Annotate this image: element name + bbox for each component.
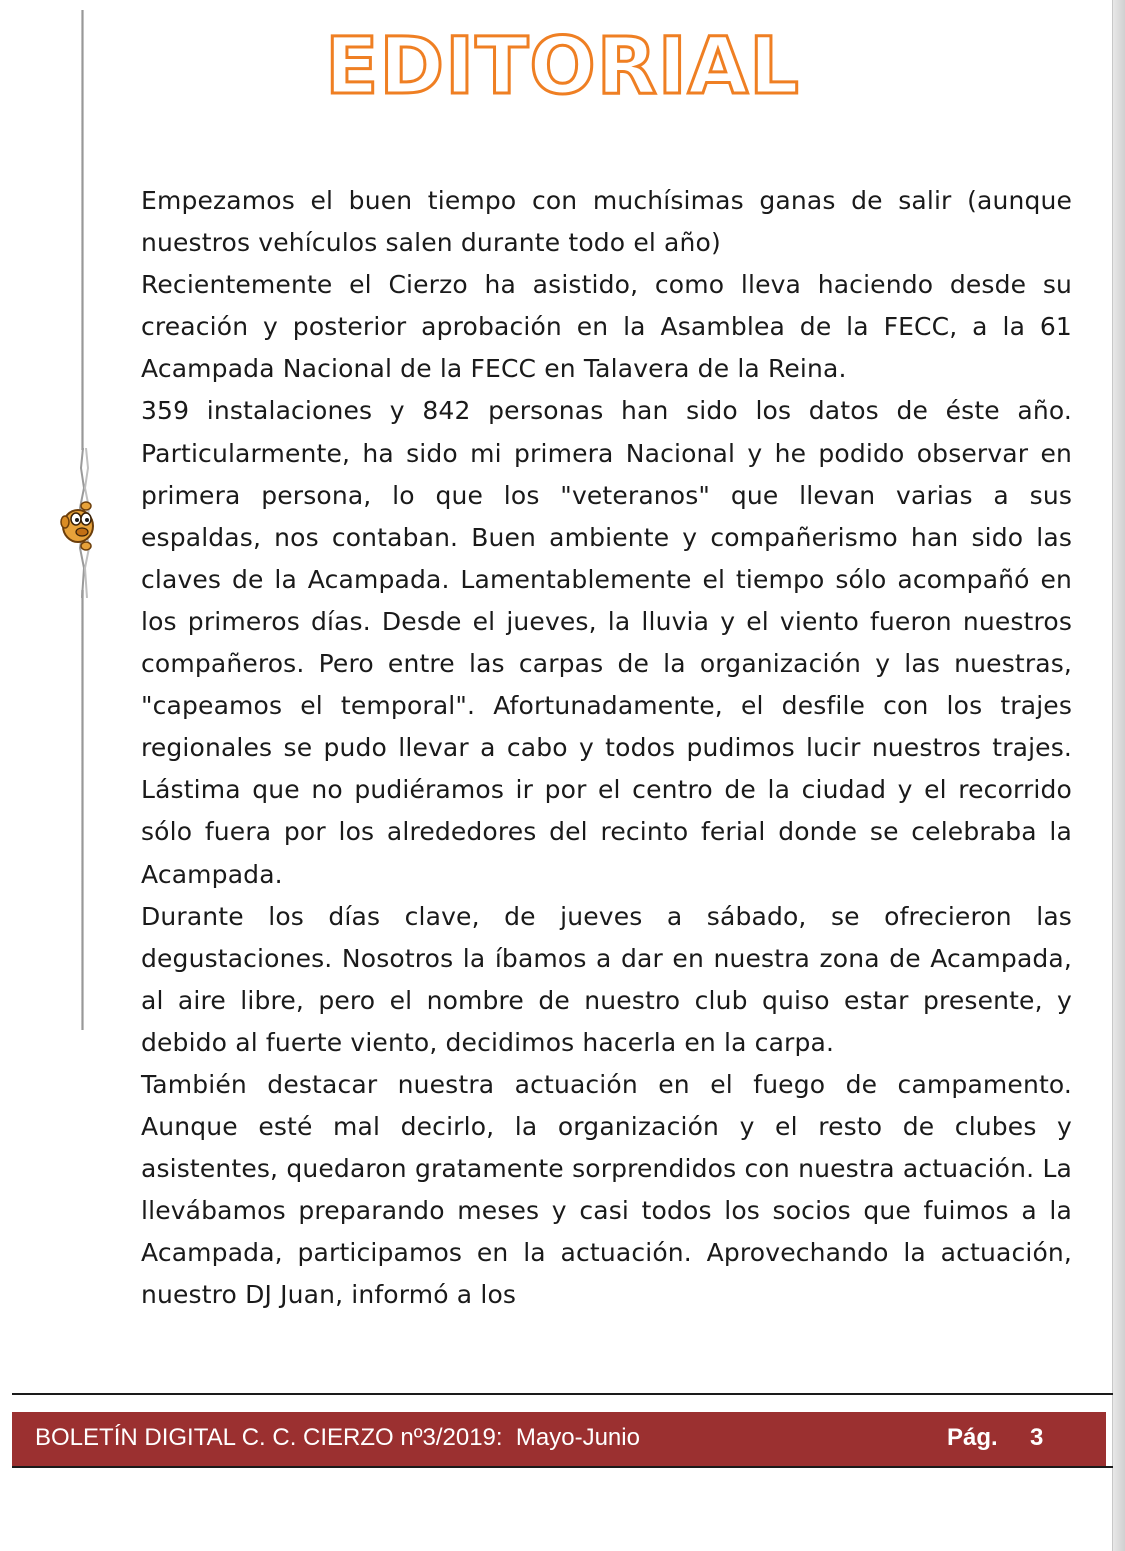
margin-line-bottom: [81, 590, 84, 1030]
page-edge-shadow: [1112, 0, 1125, 1551]
footer-publication: BOLETÍN DIGITAL C. C. CIERZO nº3/2019: Mayo-Junio: [35, 1424, 640, 1451]
article-paragraph: 359 instalaciones y 842 personas han sido los datos de éste año. Particularmente, ha sido mi primera Nacional y he podido observar en primera persona, lo que los "veteranos" que llevan varias a sus espaldas, nos contaban. Buen ambiente y compañerismo han sido las claves de la Acampada. Lamentablemente el tiempo sólo acompañó en los primeros días. Desde el jueves, la lluvia y el viento fueron nuestros compañeros. Pero entre las carpas de la organización y las nuestras, "capeamos el temporal". Afortunadamente, el desfile con los trajes regionales se pudo llevar a cabo y todos pudimos lucir nuestros trajes. Lástima que no pudiéramos ir por el centro de la ciudad y el recorrido sólo fuera por los alrededores del recinto ferial donde se celebraba la Acampada.: [141, 396, 1072, 889]
footer-page-number: 3: [1030, 1424, 1044, 1451]
page-title: EDITORIAL: [325, 22, 800, 112]
footer-page-label: Pág.: [947, 1424, 998, 1451]
peeking-cartoon-icon: [56, 448, 116, 598]
article-body: [141, 180, 1072, 1317]
article-paragraph: Empezamos el buen tiempo con muchísimas ganas de salir (aunque nuestros vehículos salen durante todo el año): [141, 186, 1072, 258]
article-paragraph: Recientemente el Cierzo ha asistido, como lleva haciendo desde su creación y posterior aprobación en la Asamblea de la FECC, a la 61 Acampada Nacional de la FECC en Talavera de la Reina.: [141, 270, 1072, 384]
footer-divider-top: [12, 1393, 1113, 1395]
article-paragraph: Durante los días clave, de jueves a sábado, se ofrecieron las degustaciones. Nosotros la íbamos a dar en nuestra zona de Acampada, al aire libre, pero el nombre de nuestro club quiso estar presente, y debido al fuerte viento, decidimos hacerla en la carpa.: [141, 901, 1072, 1057]
article-paragraph: También destacar nuestra actuación en el fuego de campamento. Aunque esté mal decirlo, la organización y el resto de clubes y asistentes, quedaron gratamente sorprendidos con nuestra actuación. La llevábamos preparando meses y casi todos los socios que fuimos a la Acampada, participamos en la actuación. Aprovechando la actuación, nuestro DJ Juan, informó a los: [141, 1069, 1072, 1310]
footer-divider-bottom: [12, 1466, 1113, 1468]
margin-line-top: [81, 10, 84, 450]
